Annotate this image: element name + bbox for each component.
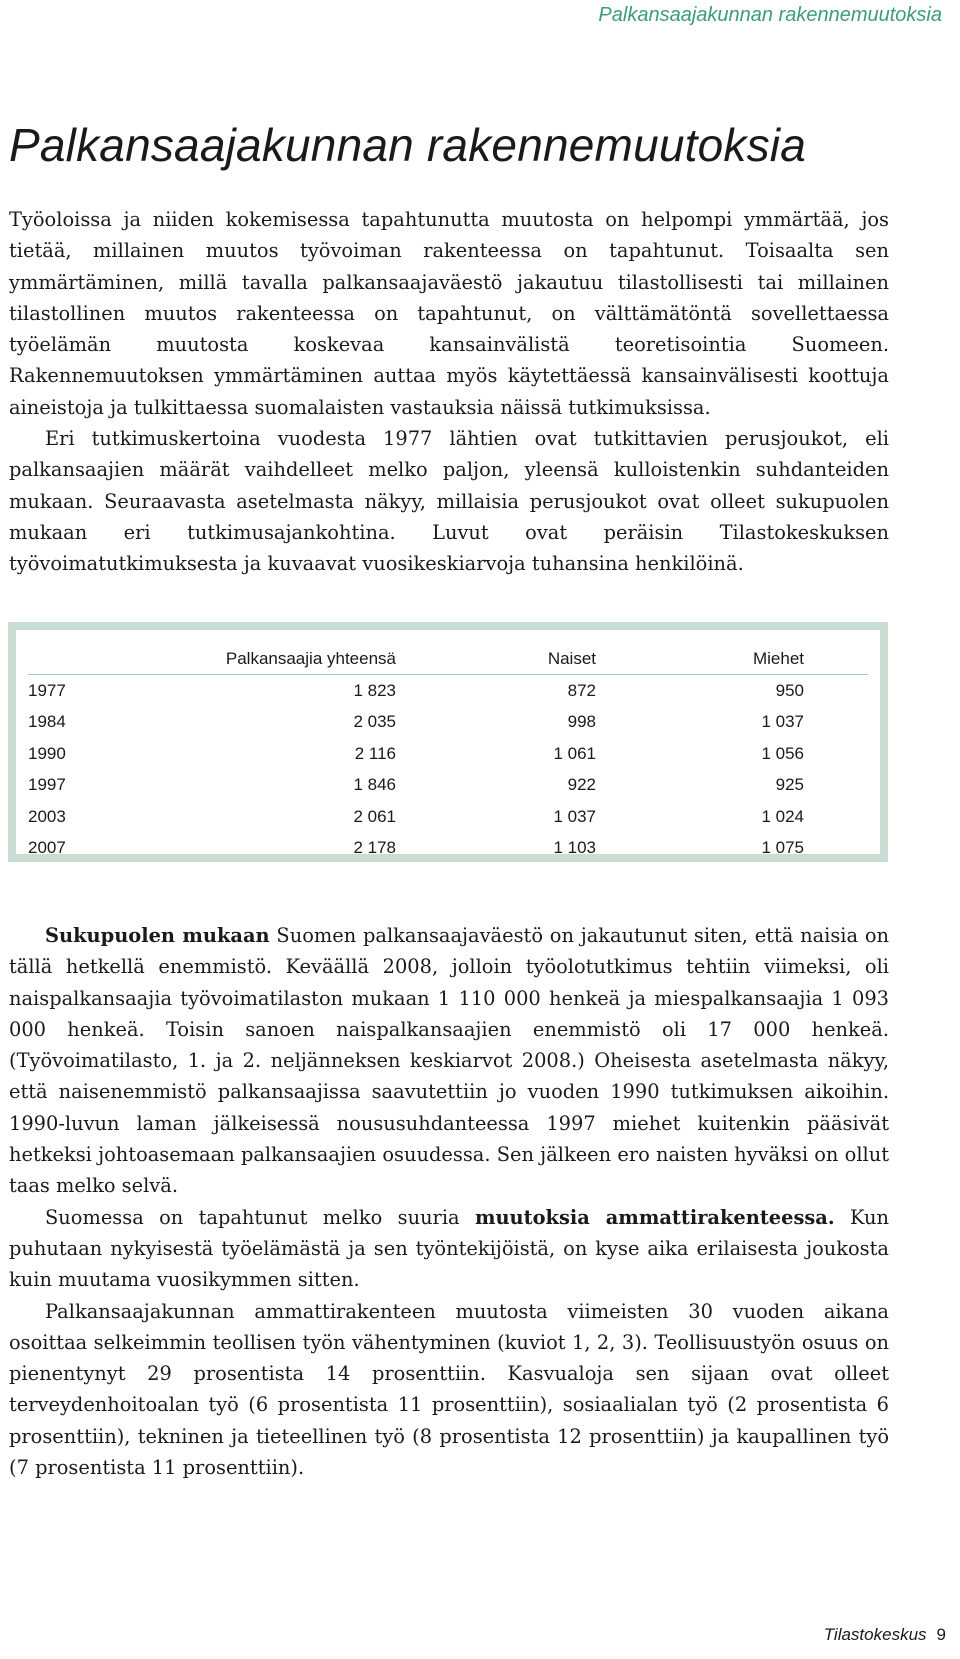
table-header-row [28,630,868,675]
publisher-name: Tilastokeskus [823,1625,927,1644]
cell-year: 1990 [28,743,66,763]
cell-women: 998 [567,712,596,732]
occupation-start: Suomessa on tapahtunut melko suuria [45,1205,475,1229]
table-row [28,738,868,770]
cell-year: 1984 [28,712,66,732]
paragraph-gender [9,920,889,1202]
header-total: Palkansaajia yhteensä [225,649,396,668]
gender-text: Suomen palkansaajaväestö on jakautunut siten, että naisia on tällä hetkellä enemmistö. Keväällä 2008, jolloin työolotutkimus tehtiin viimeksi, oli naispalkansaajia työvoimatilaston mukaan 1 110 000 henkeä ja miespalkansaajia 1 093 000 henkeä. Toisin sanoen naispalkansaajien enemmistö oli 17 000 henkeä. (Työvoimatilasto, 1. ja 2. neljänneksen keskiarvot 2008.) Oheisesta asetelmasta näkyy, että naisenemmistö palkansaajissa saavutettiin jo vuoden 1990 tutkimuksen aikoihin. 1990-luvun laman jälkeisessä noususuhdanteessa 1997 miehet kuitenkin pääsivät hetkeksi johtoasemaan palkansaajien osuudessa. Sen jälkeen ero naisten hyväksi on ollut taas melko selvä. [9,924,889,1198]
intro-paragraph-2: Eri tutkimuskertoina vuodesta 1977 lähtien ovat tutkittavien perusjoukot, eli palkansaajien määrät vaihdelleet melko paljon, yleensä kulloistenkin suhdanteiden mukaan. Seuraavasta asetelmasta näkyy, millaisia perusjoukot ovat olleet sukupuolen mukaan eri tutkimusajankohtina. Luvut ovat peräisin Tilastokeskuksen työvoimatutkimuksesta ja kuvaavat vuosikeskiarvoja tuhansina henkilöinä. [9,427,889,576]
header-men: Miehet [752,649,804,668]
intro-paragraph-1: Työoloissa ja niiden kokemisessa tapahtunutta muutosta on helpompi ymmärtää, jos tietää, millainen muutos työvoiman rakenteessa on tapahtunut. Toisaalta sen ymmärtäminen, millä tavalla palkansaajaväestö jakautuu tilastollisesti tai millainen tilastollinen muutos rakenteessa on tapahtunut, on välttämätöntä sovellettaessa työelämän muutosta koskevaa kansainvälistä teoretisointia Suomeen. Rakennemuutoksen ymmärtäminen auttaa myös käytettäessä kansainvälisesti koottuja aineistoja ja tulkittaessa suomalaisten vastauksia näissä tutkimuksissa. [9,208,889,419]
statistics-table [8,622,888,862]
occupation-rest: Kun puhutaan nykyisestä työelämästä ja sen työntekijöistä, on kyse aika erilaisesta joukosta kuin muutama vuosikymmen sitten. [9,1205,889,1292]
table-row [28,833,868,865]
cell-women: 922 [567,775,596,795]
header-women: Naiset [547,649,596,668]
paragraph-structure: Palkansaajakunnan ammattirakenteen muutosta viimeisten 30 vuoden aikana osoittaa selkeimmin teollisen työn vähentyminen (kuviot 1, 2, 3). Teollisuustyön osuus on pienentynyt 29 prosentista 14 prosenttiin. Kasvualoja sen sijaan ovat olleet terveydenhoitoalan työ (6 prosentista 11 prosenttiin), sosiaalialan työ (2 prosentista 6 prosenttiin), tekninen ja tieteellinen työ (8 prosentista 12 prosenttiin) ja kaupallinen työ (7 prosentista 11 prosenttiin). [9,1299,889,1480]
cell-men: 1 024 [761,806,804,826]
cell-total: 2 061 [353,806,396,826]
cell-men: 1 056 [761,743,804,763]
running-header: Palkansaajakunnan rakennemuutoksia [598,4,942,26]
intro-text [9,204,889,580]
cell-year: 2007 [28,838,66,858]
table-row [28,707,868,739]
cell-men: 1 037 [761,712,804,732]
cell-year: 1997 [28,775,66,795]
cell-women: 1 037 [553,806,596,826]
gender-lead-bold: Sukupuolen mukaan [45,924,270,947]
cell-year: 1977 [28,680,66,700]
table-body [16,630,880,858]
cell-total: 1 823 [353,680,396,700]
cell-women: 872 [567,680,596,700]
table-row [28,770,868,802]
cell-men: 925 [775,775,804,795]
table-row [28,675,868,707]
cell-total: 2 178 [353,838,396,858]
cell-year: 2003 [28,806,66,826]
cell-women: 1 061 [553,743,596,763]
cell-men: 1 075 [761,838,804,858]
lower-text [9,920,889,1483]
cell-women: 1 103 [553,838,596,858]
cell-total: 2 035 [353,712,396,732]
page-footer [824,1625,946,1645]
occupation-bold: muutoksia ammattirakenteessa. [474,1205,835,1229]
page-title: Palkansaajakunnan rakennemuutoksia [9,119,806,171]
cell-men: 950 [775,680,804,700]
table-row [28,801,868,833]
cell-total: 2 116 [354,743,396,763]
cell-total: 1 846 [353,775,396,795]
paragraph-occupation [9,1202,889,1296]
page-number: 9 [936,1625,946,1644]
